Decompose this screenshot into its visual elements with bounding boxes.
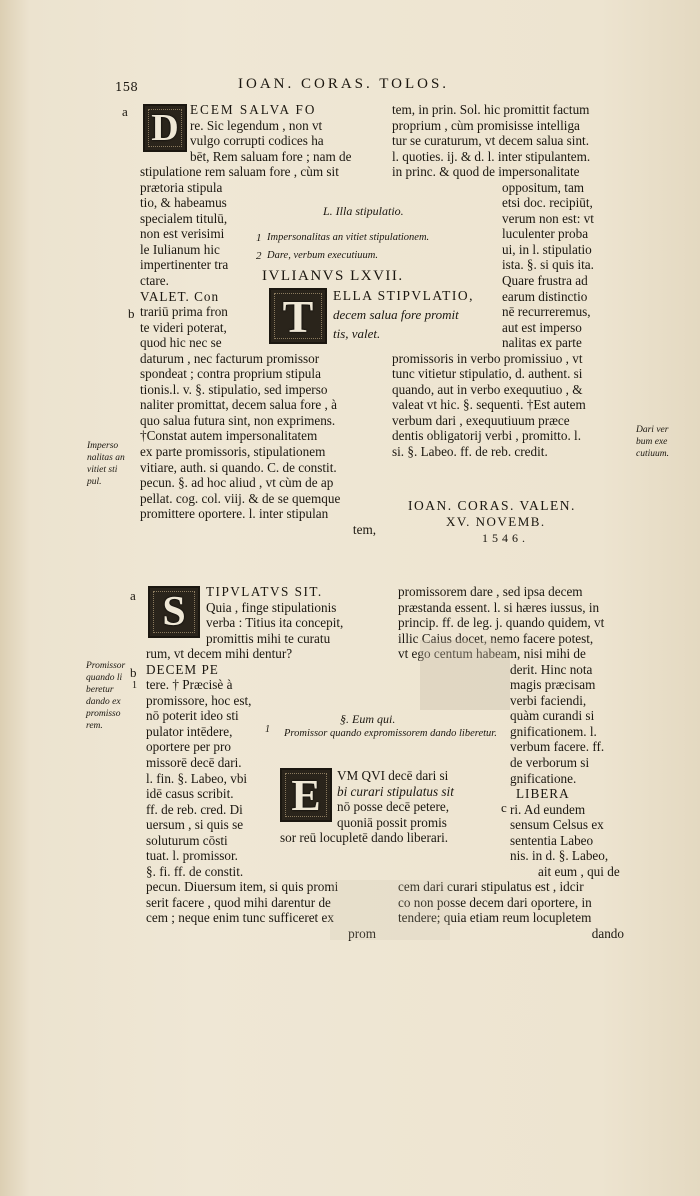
running-title: IOAN. CORAS. TOLOS. [238,76,450,92]
text-line: LIBERA [516,786,570,802]
text-line: verbum dari , exequutiuum præce [392,412,570,428]
lex-text-line: quoniā possit promis [337,814,447,830]
text-line: etsi doc. recipiūt, [502,195,593,211]
text-line: promissoris in verbo promissiuo , vt [392,350,583,366]
text-line: ui, in l. stipulatio [502,241,592,257]
text-line: derit. Hinc nota [510,661,593,677]
text-line: nis. in d. §. Labeo, [510,848,609,864]
text-line: ista. §. si quis ita. [502,257,594,273]
text-line: tere. † Præcisè à [146,677,233,693]
margin-note-left [87,440,125,488]
margin-note-right [636,424,669,460]
text-line: vulgo corrupti codices ha [190,133,324,149]
text-line: daturum , nec facturum promissor [140,350,320,366]
text-line: nō poterit ideo sti [146,708,239,724]
lex-text-line: tis, valet. [333,326,381,341]
text-line: rum, vt decem mihi dentur? [146,646,293,662]
note-line: cutiuum. [636,449,669,459]
text-line: verbi faciendi, [510,692,587,708]
text-line: nalitas ex parte [502,335,582,351]
lex-text-line: decem salua fore promit [333,307,459,322]
show-through-stain [330,880,450,940]
text-line: le Iulianum hic [140,241,220,257]
text-line: pecun. §. ad hoc aliud , vt cùm de ap [140,475,334,491]
text-line: tem, [352,521,376,537]
text-line: sententia Labeo [510,832,594,848]
text-line: sensum Celsus ex [510,817,604,833]
text-line: co non posse decem dari oportere, in [398,894,592,910]
decorated-initial-d: D [143,104,187,152]
note-line: Imperso [87,441,119,451]
show-through-stain [420,640,510,710]
text-line: tur se curaturum, vt decem salua sint. [392,133,590,149]
note-line: quando li [86,673,123,683]
text-line: non est verisimi [140,226,225,242]
text-line: †Constat autem impersonalitatem [140,428,318,444]
text-line: trariū prima fron [140,304,228,320]
text-line: quo salua futura sint, non exprimens. [140,412,336,428]
text-line: proprium , cùm promisisse intelliga [392,117,580,133]
text-line: tio, & habeamus [140,195,227,211]
text-line: si. §. Labeo. ff. de reb. credit. [392,444,548,460]
text-line: te videri poterat, [140,319,227,335]
text-line: cem dari curari stipulatus est , idcir [398,879,584,895]
summary-text: Impersonalitas an vitiet stipulationem. [267,232,430,243]
text-line: l. fin. §. Labeo, vbi [146,770,248,786]
lex-text-line: VM QVI decē dari si [337,768,449,783]
text-line: pellat. cog. col. viij. & de se quemque [140,490,341,506]
text-line: specialem titulū, [140,210,228,226]
text-line: tem, in prin. Sol. hic promittit factum [392,102,590,117]
signature-line: IOAN. CORAS. VALEN. [408,498,576,513]
text-line: ri. Ad eundem [510,801,586,817]
text-line: verum non est: vt [502,210,594,226]
lex-text-line: sor reū locupletē dando liberari. [280,830,449,845]
text-line: gnificatione. [510,770,577,786]
lex-text-block [337,768,507,830]
signature-line: XV. NOVEMB. [446,514,546,529]
note-line: Dari ver [636,425,669,435]
text-line: l. quoties. ij. & d. l. inter stipulantem. [392,148,591,164]
note-line: bum exe [636,437,668,447]
text-line: ff. de reb. cred. Di [146,801,243,817]
text-line: quando, aut in verbo exequutiuo , & [392,381,583,397]
note-line: beretur [86,685,114,695]
text-line: dentis obligatorij verbi , promitto. l. [392,428,581,444]
text-line: vt ego centum habeam, nisi mihi de [398,646,586,662]
text-line: aut est imperso [502,319,582,335]
text-line: in princ. & quod de impersonalitate [392,164,580,180]
text-line: prætoria stipula [140,179,223,195]
paragraph-mark-c: c [501,800,507,815]
text-line: nē recurreremus, [502,304,591,320]
note-line: dando ex [86,697,121,707]
note-line: rem. [86,721,103,731]
text-line: naliter promittat, decem salua fore , à [140,397,337,413]
text-line: prom [348,926,376,942]
text-line: spondeat ; contra proprium stipula [140,366,321,382]
text-line: luculenter proba [502,226,589,242]
text-line: quod hic nec se [140,335,222,351]
text-line: tionis.l. v. §. stipulatio, sed imperso [140,381,328,397]
signature-line: 1546. [482,531,529,545]
text-line: VALET. Con [140,288,220,304]
text-line: stipulatione rem saluam fore , cùm sit [140,164,339,180]
text-line: magis præcisam [510,677,596,693]
text-line: DECEM PE [146,661,219,677]
summary-number: 1 [132,680,137,691]
note-line: Promissor [86,661,126,671]
text-line: oportere per pro [146,739,231,755]
text-line: promissorem dare , sed ipsa decem [398,584,583,599]
text-line: princip. ff. de leg. j. quando quidem, vt [398,615,605,631]
note-line: promisso [86,709,121,719]
text-line: illic Caius docet, nemo facere potest, [398,630,594,646]
text-line: impertinenter tra [140,257,229,273]
decorated-initial-e: E [280,768,332,822]
text-line: ait eum , qui de [538,863,620,879]
text-line: promittere oportere. l. inter stipulan [140,506,329,522]
summary-number: 2 [256,250,262,262]
text-line: tunc vitietur stipulatio, d. authent. si [392,366,583,382]
text-line: idē casus scribit. [146,786,234,802]
text-line: pecun. Diuersum item, si quis promi [146,879,339,895]
text-line: verbum facere. ff. [510,739,605,755]
page-number: 158 [115,80,138,94]
text-line: promissore, hoc est, [146,692,252,708]
text-line: ctare. [140,273,169,289]
lex-heading: IVLIANVS LXVII. [262,268,404,284]
text-line: promittis mihi te curatu [206,630,331,646]
summary-text: Promissor quando expromissorem dando liberetur. [284,728,497,739]
text-line: de verborum si [510,755,590,771]
decorated-initial-s: S [148,586,200,638]
summary-number: 1 [256,232,262,244]
text-line: earum distinctio [502,288,588,304]
text-line: pulator intēdere, [146,723,233,739]
paragraph-mark-a: a [122,104,128,119]
text-line: bēt, Rem saluam fore ; nam de [190,148,352,164]
note-line: vitiet sti [87,465,118,475]
text-line: tuat. l. promissor. [146,848,238,864]
law-title: §. Eum qui. [340,712,396,726]
lex-text-line: bi curari stipulatus sit [337,783,454,799]
text-line: gnificationem. l. [510,723,597,739]
text-line: præstanda essent. l. si hæres iussus, in [398,599,600,615]
text-line: uersum , si quis se [146,817,244,833]
text-line: tendere; quia etiam reum locupletem [398,910,592,926]
note-line: nalitas an [87,453,125,463]
summary-number: 1 [265,724,270,735]
block1-right-column [392,102,624,460]
text-line: ex parte promissoris, stipulationem [140,444,326,460]
text-line: oppositum, tam [502,179,585,195]
text-line: re. Sic legendum , non vt [190,117,323,133]
text-line: serit facere , quod mihi darentur de [146,894,331,910]
paragraph-mark-a: a [130,588,136,603]
text-line: verba : Titius ita concepit, [206,615,344,631]
law-title: L. Illa stipulatio. [323,204,404,218]
text-line: dando [591,926,624,942]
paragraph-mark-b: b [130,665,137,680]
margin-note-left [86,660,125,732]
summary-text: Dare, verbum executiuum. [267,250,378,261]
lex-text-line: ELLA STIPVLATIO, [333,288,474,303]
text-line: §. fi. ff. de constit. [146,863,244,879]
text-line: valeat vt hic. §. sequenti. †Est autem [392,397,586,413]
text-line: cem ; neque enim tunc sufficeret ex [146,910,334,926]
text-line: soluturum cōsti [146,832,228,848]
lex-text-line: nō posse decē petere, [337,799,450,815]
text-line: TIPVLATVS SIT. [206,584,323,599]
text-line: Quare frustra ad [502,273,588,289]
text-line: quàm curandi si [510,708,595,724]
text-line: vitiare, auth. si quando. C. de constit. [140,459,337,475]
paragraph-mark-b: b [128,306,135,321]
decorated-initial-t: T [269,288,327,344]
text-line: Quia , finge stipulationis [206,599,337,615]
note-line: pul. [87,477,102,487]
text-line: ECEM SALVA FO [190,102,317,117]
text-line: missorē decē dari. [146,755,242,771]
